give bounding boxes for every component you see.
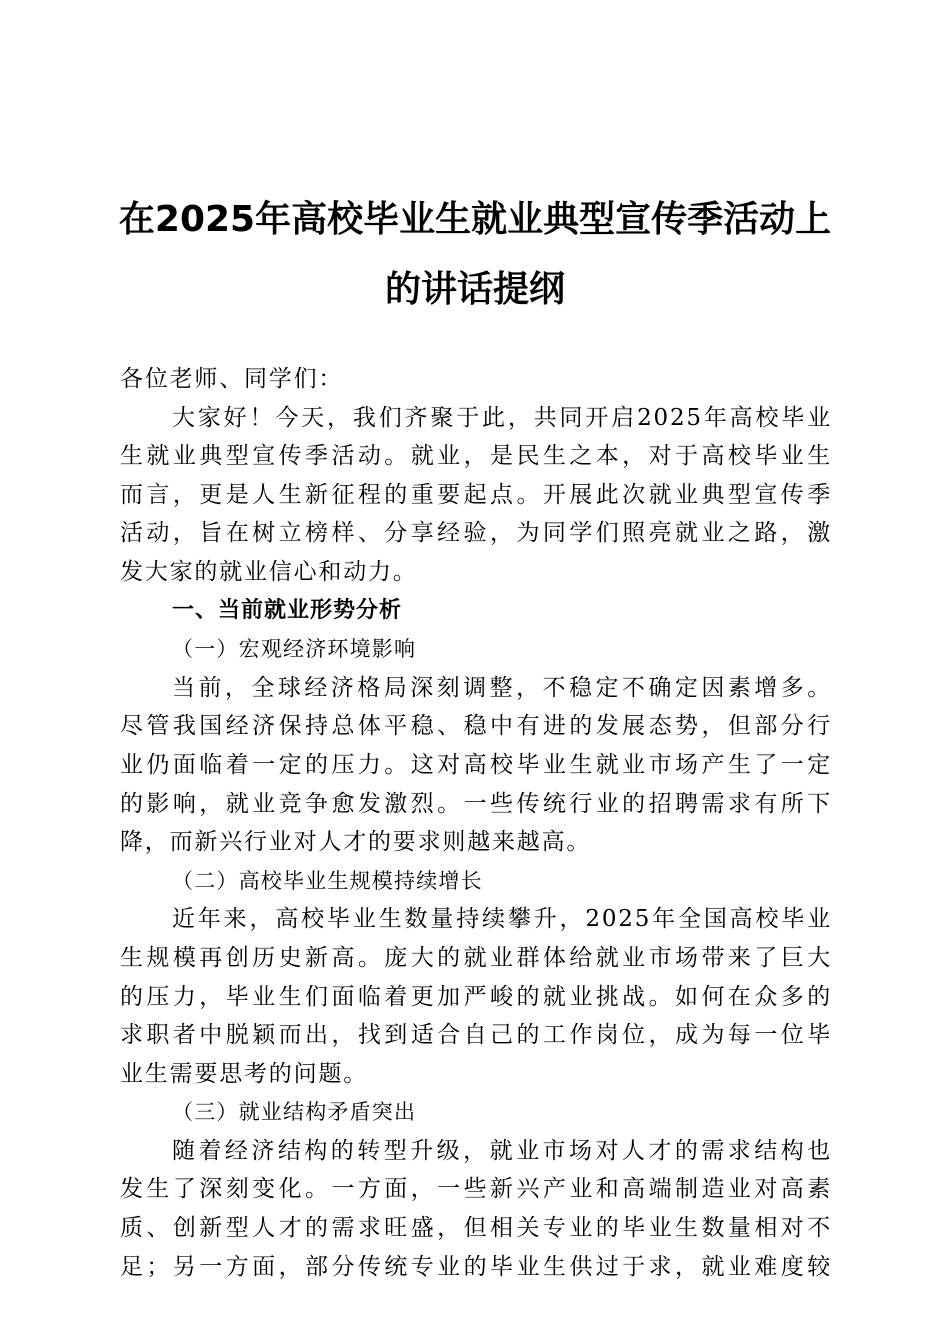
paragraph-line: 活动，旨在树立榜样、分享经验，为同学们照亮就业之路，激: [120, 520, 832, 547]
paragraph-line: 质、创新型人才的需求旺盛，但相关专业的毕业生数量相对不: [120, 1215, 832, 1242]
paragraph-line: 生规模再创历史新高。庞大的就业群体给就业市场带来了巨大: [120, 944, 832, 971]
paragraph-line: 求职者中脱颖而出，找到适合自己的工作岗位，成为每一位毕: [120, 1022, 832, 1049]
paragraph-line: 近年来，高校毕业生数量持续攀升，2025年全国高校毕业: [172, 906, 832, 933]
paragraph-line: 生就业典型宣传季活动。就业，是民生之本，对于高校毕业生: [120, 443, 832, 470]
paragraph-line: 降，而新兴行业对人才的要求则越来越高。: [120, 829, 592, 856]
document-title-line-2: 的讲话提纲: [384, 269, 565, 310]
section-heading: 一、当前就业形势分析: [172, 597, 403, 623]
document-title-line-1: 在2025年高校毕业生就业典型宣传季活动上: [118, 199, 832, 240]
document-body: [120, 360, 832, 1286]
paragraph-line: 大家好！今天，我们齐聚于此，共同开启2025年高校毕业: [172, 404, 832, 431]
paragraph-line: 足；另一方面，部分传统专业的毕业生供过于求，就业难度较: [120, 1253, 832, 1280]
subsection-heading: （二）高校毕业生规模持续增长: [172, 868, 483, 893]
paragraph-line: 尽管我国经济保持总体平稳、稳中有进的发展态势，但部分行: [120, 713, 832, 740]
salutation: 各位老师、同学们：: [120, 366, 344, 392]
paragraph-line: 随着经济结构的转型升级，就业市场对人才的需求结构也: [172, 1137, 832, 1164]
paragraph-line: 的压力，毕业生们面临着更加严峻的就业挑战。如何在众多的: [120, 983, 832, 1010]
paragraph-line: 发大家的就业信心和动力。: [120, 558, 418, 585]
paragraph-line: 发生了深刻变化。一方面，一些新兴产业和高端制造业对高素: [120, 1176, 832, 1203]
paragraph-line: 而言，更是人生新征程的重要起点。开展此次就业典型宣传季: [120, 481, 832, 508]
paragraph-line: 业生需要思考的问题。: [120, 1060, 368, 1087]
paragraph-line: 当前，全球经济格局深刻调整，不稳定不确定因素增多。: [172, 674, 832, 701]
subsection-heading: （三）就业结构矛盾突出: [172, 1100, 417, 1125]
paragraph-line: 业仍面临着一定的压力。这对高校毕业生就业市场产生了一定: [120, 751, 832, 778]
paragraph-line: 的影响，就业竞争愈发激烈。一些传统行业的招聘需求有所下: [120, 790, 832, 817]
subsection-heading: （一）宏观经济环境影响: [172, 637, 417, 662]
